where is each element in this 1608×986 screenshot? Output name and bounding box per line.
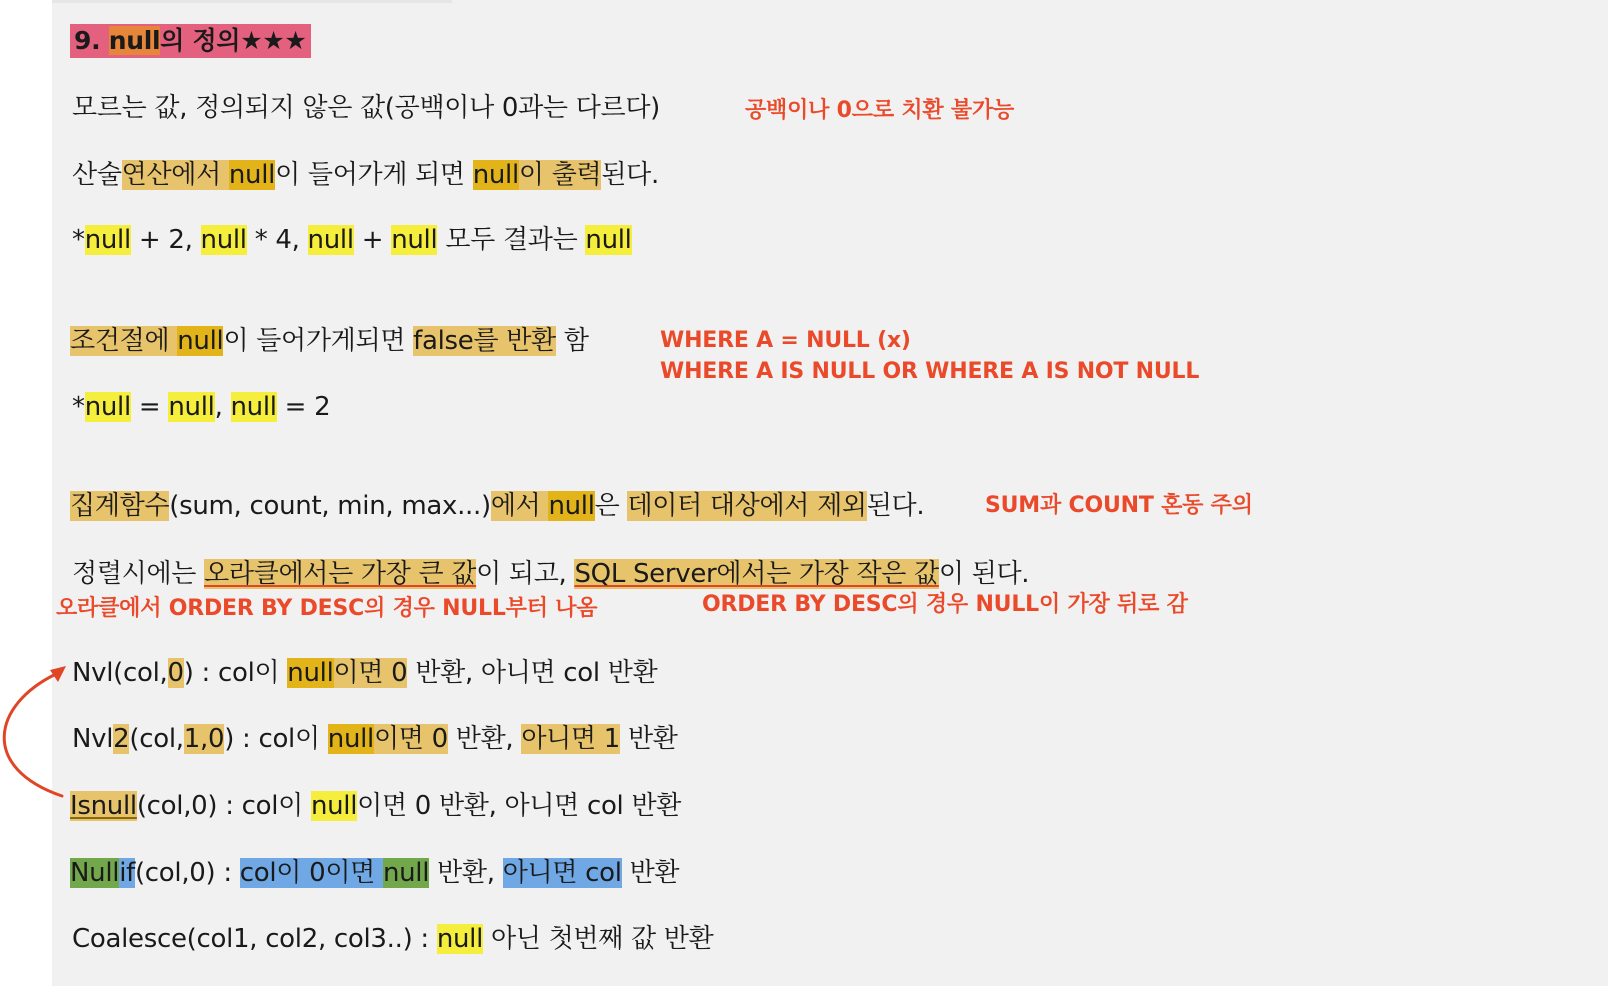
line-coalesce (72, 922, 713, 956)
line-unknown-value (72, 91, 660, 125)
highlight: null (327, 724, 374, 754)
section-title (70, 24, 311, 58)
title-rest: 의 정의★★★ (160, 26, 307, 55)
highlight: 아니면 col (502, 858, 622, 888)
text: (sum, count, min, max...) (169, 491, 491, 521)
highlight: Null (70, 858, 120, 888)
text: 된다. (866, 491, 925, 521)
highlight: 이 출력 (518, 160, 602, 190)
highlight: null (168, 392, 215, 422)
highlight: 데이터 대상에서 제외 (627, 491, 867, 521)
title-number: 9. (74, 26, 101, 55)
text: 아닌 첫번째 값 반환 (483, 924, 714, 954)
arrow-path (4, 674, 62, 796)
curved-arrow-icon (0, 650, 110, 810)
highlight: 이면 0 (373, 724, 448, 754)
highlight: 0 (167, 658, 184, 688)
highlight: 에서 (490, 491, 549, 521)
text: 이면 0 반환, 아니면 col 반환 (357, 791, 682, 821)
highlight: col이 0이면 (239, 858, 383, 888)
text: * (72, 225, 85, 255)
text: + 2, (130, 225, 201, 255)
highlight: null (84, 392, 131, 422)
line-isnull (70, 789, 681, 823)
highlight: 2 (113, 724, 130, 754)
text: * 4, (246, 225, 308, 255)
text: 은 (594, 491, 628, 521)
highlight: null (436, 924, 484, 954)
text: = 2 (276, 392, 331, 422)
note-sqlserver-order: ORDER BY DESC의 경우 NULL이 가장 뒤로 감 (702, 592, 1188, 617)
line-nvl2 (72, 722, 678, 756)
text: 모두 결과는 (437, 225, 586, 255)
highlight: 이면 0 (333, 658, 408, 688)
highlight: null (200, 225, 247, 255)
line-aggregate (70, 489, 924, 523)
text: 된다. (601, 160, 659, 190)
text: (col,0) : col이 (136, 791, 311, 821)
text: 이 되고, (476, 559, 575, 589)
text: 이 된다. (938, 559, 1030, 589)
highlight: SQL Server에서는 가장 작은 값 (574, 559, 939, 589)
text: 반환, (429, 858, 503, 888)
top-divider (52, 0, 452, 3)
line-comparison-example (72, 390, 330, 424)
text: = (130, 392, 169, 422)
text: 함 (555, 326, 589, 356)
highlight: null (585, 225, 632, 255)
text: 반환, 아니면 col 반환 (407, 658, 658, 688)
highlight: null (310, 791, 358, 821)
highlight: null (472, 160, 519, 190)
highlight: false를 반환 (413, 326, 556, 356)
note-sum-count: SUM과 COUNT 혼동 주의 (985, 493, 1253, 518)
text: (col,0) : (134, 858, 240, 888)
highlight: 집계함수 (70, 491, 170, 521)
text: 반환, (447, 724, 522, 754)
line-sorting (72, 557, 1029, 591)
text: Nvl (72, 724, 114, 754)
text: (col, (129, 724, 184, 754)
text: Coalesce(col1, col2, col3..) : (72, 924, 437, 954)
line-nvl (72, 656, 657, 690)
text: 이 들어가게되면 (223, 326, 414, 356)
note-no-replace: 공백이나 0으로 치환 불가능 (745, 98, 1015, 123)
text: 이 들어가게 되면 (275, 160, 473, 190)
text: , (214, 392, 231, 422)
arrow-head (50, 666, 66, 682)
text: * (72, 392, 85, 422)
highlight: 조건절에 (70, 326, 178, 356)
note-where-is-null: WHERE A IS NULL OR WHERE A IS NOT NULL (660, 359, 1200, 384)
highlight: 1,0 (183, 724, 225, 754)
text: ) : col이 (183, 658, 288, 688)
line-arithmetic-example (72, 223, 632, 257)
line-nullif (70, 856, 679, 890)
text: Nvl(col, (72, 658, 168, 688)
text: 모르는 값, 정의되지 않은 값(공백이나 0과는 다르다) (72, 93, 661, 123)
highlight: null (307, 225, 354, 255)
note-oracle-order: 오라클에서 ORDER BY DESC의 경우 NULL부터 나옴 (56, 596, 598, 621)
text: 산술 (72, 160, 122, 190)
highlight: null (391, 225, 438, 255)
text: + (353, 225, 392, 255)
title-null: null (108, 26, 161, 55)
line-where-clause (70, 324, 589, 358)
highlight: Isnull (70, 791, 137, 821)
line-arithmetic (72, 158, 659, 192)
highlight: if (119, 858, 135, 888)
highlight: null (287, 658, 334, 688)
highlight: 오라클에서는 가장 큰 값 (204, 559, 477, 589)
highlight: null (548, 491, 595, 521)
text: 반환 (620, 724, 678, 754)
text: 반환 (621, 858, 680, 888)
note-where-null-x: WHERE A = NULL (x) (660, 328, 911, 353)
text: 정렬시에는 (72, 559, 205, 589)
text: ) : col이 (224, 724, 328, 754)
highlight: null (230, 392, 277, 422)
highlight: null (382, 858, 430, 888)
highlight: null (84, 225, 131, 255)
highlight: null (177, 326, 224, 356)
highlight: null (228, 160, 276, 190)
highlight: 아니면 1 (521, 724, 621, 754)
highlight: 연산에서 (121, 160, 229, 190)
